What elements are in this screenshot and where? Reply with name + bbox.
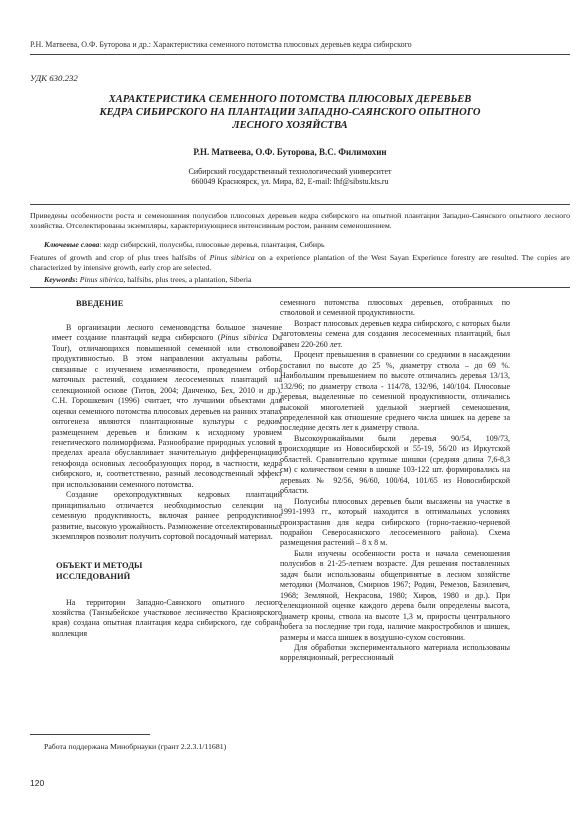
- keywords-ru: [44, 240, 564, 250]
- article-title: [30, 93, 550, 132]
- title-line-1: ХАРАКТЕРИСТИКА СЕМЕННОГО ПОТОМСТВА ПЛЮСОВЫХ ДЕРЕВЬЕВ: [108, 94, 472, 105]
- abstract-ru: Приведены особенности роста и семеношения полусибов плюсовых деревьев кедра сибирского на опытной плантации Западно-Саянского опытного лесного хозяйства. Отселектированы экземпляры, характеризующиеся интенсивным ростом, ранним семеношением.: [30, 211, 570, 230]
- keywords-ru-text: : кедр сибирский, полусибы, плюсовые деревья, плантация, Сибирь: [99, 240, 325, 249]
- section-heading-introduction: ВВЕДЕНИЕ: [76, 298, 124, 308]
- udk-code: УДК 630.232: [30, 73, 78, 83]
- section-heading-methods: ОБЪЕКТ И МЕТОДЫ ИССЛЕДОВАНИЙ: [56, 559, 143, 581]
- right-column: [280, 298, 510, 664]
- right-paragraph-5: Полусибы плюсовых деревьев были высажены на участке в 1991-1993 гг., который находится в оптимальных условиях произрастания для кедра сибирского (горно-таежно-черневой подрайон Северосаянского лесосеменного района). Схема размещения растений – 8 х 8 м.: [280, 496, 510, 548]
- left-column: [52, 298, 282, 639]
- affiliation: [30, 167, 550, 187]
- intro-paragraph-1: В организации лесного семеноводства большое значение имеет создание плантаций кедра сибирского (Pinus sibirica Du Tour), отличающихся повышенной семенной или стволовой продуктивностью. В этом направлении актуальны работы, связанные с изучением изменчивости, проведением отбора маточных растений, созданием лесосеменных плантаций на селекционной основе (Титов, 2004; Данченко, Бех, 2010 и др.). С.Н. Горошкевич (1996) считает, что лучшими объектами для оценки семенного потомства плюсовых деревьев на ранних этапах онтогенеза являются плантационные культуры с редким размещением деревьев и близким к исходному уровнем генетического полиморфизма. Разнообразие природных условий в пределах ареала обуславливает значительную дифференциацию генофонда основных лесообразующих пород, в частности, кедра сибирского, и, соответственно, разный лесоводственный эффект при использовании семенного потомства.: [52, 323, 282, 489]
- running-header: Р.Н. Матвеева, О.Ф. Буторова и др.: Характеристика семенного потомства плюсовых деревьев кедра сибирского: [30, 40, 412, 49]
- right-paragraph-7: Для обработки экспериментального материала использованы корреляционный, регрессионный: [280, 642, 510, 663]
- abstract-top-rule: [30, 204, 570, 205]
- right-paragraph-6: Были изучены особенности роста и начала семеношения полусибов в 21-25-летнем возрасте. Для решения поставленных задач были использованы общепринятые в лесном хозяйстве методики (Молчанов, Смирнов 1967; Родин, Ремезов, Базилевич, 1968; Земляной, Некрасова, 1980; Хиров, 1980 и др.). При селекционной оценке каждого дерева были определены высота, диаметр кроны, ствола на высоте 1,3 м, приросты центрального побега за последние три года, наличие макростробилов и шишек, размеры и масса шишек в воздушно-сухом состоянии.: [280, 548, 510, 642]
- right-paragraph-4: Высокоурожайными были деревья 90/54, 109/73, происходящие из Новосибирской и 55-19, 56/20 из Иркутской областей. Сравнительно крупные шишки (средняя длина 7,6-8,3 см) с количеством семян в шишке 103-122 шт. формировались на деревьях № 92/56, 96/60, 100/64, 101/65 из Новосибирской области.: [280, 433, 510, 496]
- species-name: Pinus sibirica: [220, 333, 268, 343]
- title-line-2: КЕДРА СИБИРСКОГО НА ПЛАНТАЦИИ ЗАПАДНО-САЯНСКОГО ОПЫТНОГО: [99, 107, 481, 118]
- header-rule: [30, 54, 570, 55]
- affiliation-line-2: 660049 Красноярск, ул. Мира, 82, E-mail: lhf@sibstu.kts.ru: [191, 177, 389, 186]
- keywords-en: Keywords: Pinus sibirica, halfsibs, plus trees, a plantation, Siberia: [44, 275, 252, 284]
- title-line-3: ЛЕСНОГО ХОЗЯЙСТВА: [232, 120, 348, 131]
- methods-paragraph-1: На территории Западно-Саянского опытного лесного хозяйства (Танзыбейское участковое лесничество Красноярского края) создана опытная плантация кедра сибирского, где собрана коллекция: [52, 597, 282, 638]
- species-name: Pinus sibirica: [79, 275, 124, 284]
- intro-paragraph-2: Создание орехопродуктивных кедровых плантаций принципиально отличается необходимостью селекции на семенную продуктивность, включая раннее репродуктивное развитие, высокую урожайность. Размножение отселектированных экземпляров позволит получить сортовой посадочный материал.: [52, 490, 282, 542]
- right-paragraph-2: Возраст плюсовых деревьев кедра сибирского, с которых были заготовлены семена для создания лесосеменных плантаций, был равен 220-260 лет.: [280, 318, 510, 349]
- footnote: Работа поддержана Минобрнауки (грант 2.2.3.1/11681): [44, 742, 227, 751]
- authors: Р.Н. Матвеева, О.Ф. Буторова, В.С. Филимохин: [193, 147, 387, 157]
- footnote-rule: [30, 734, 150, 735]
- keywords-en-text: , halfsibs, plus trees, a plantation, Siberia: [123, 275, 252, 284]
- species-name: Pinus sibirica: [209, 253, 255, 262]
- abstract-en: Features of growth and crop of plus trees halfsibs of Pinus sibirica on a experience plantation of the West Sayan Experience forestry are resulted. The copies are characterized by intensive growth, early crop are selected.: [30, 253, 570, 272]
- page-number: 120: [30, 778, 45, 788]
- keywords-en-label: Keywords: [44, 275, 76, 284]
- keywords-ru-label: Ключевые слова: [44, 240, 100, 249]
- right-paragraph-3: Процент превышения в сравнении со средними в насаждении составил по высоте до 25 %, диаметру ствола – до 69 %. Наибольшим превышением по высоте отличались деревья 13/13, 132/96; по диаметру ствола - 114/78, 132/96, 140/104. Плюсовые деревья, выделенные по семенной продуктивности, отличались высокой многолетней удельной энергией семеношения, определенной как отношение среднего числа шишек на дереве за последние десять лет к диаметру ствола.: [280, 350, 510, 433]
- affiliation-line-1: Сибирский государственный технологический университет: [188, 167, 392, 176]
- right-paragraph-1: семенного потомства плюсовых деревьев, отобранных по стволовой и семенной продуктивности.: [280, 298, 510, 318]
- abstract-bottom-rule: [30, 287, 570, 288]
